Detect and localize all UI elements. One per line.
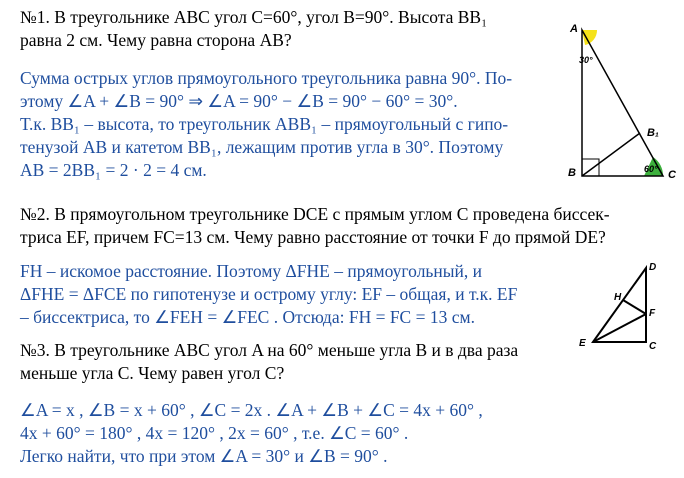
label-e: E (579, 338, 586, 349)
problem1-solution-line-2: этому ∠A + ∠B = 90° ⇒ ∠A = 90° − ∠B = 90° − 60° = 30°. (20, 91, 458, 111)
triangle-dce (593, 268, 646, 342)
problem3-solution-line-1: ∠A = x , ∠B = x + 60° , ∠C = 2x . ∠A + ∠B + ∠C = 4x + 60° , (20, 400, 483, 420)
problem1-line-1: №1. В треугольнике ABC угол C=60°, угол B=90°. Высота BB₁ (20, 7, 488, 27)
bisector-ef (593, 314, 646, 342)
problem2-solution-line-1: FH – искомое расстояние. Поэтому ΔFHE – прямоугольный, и (20, 261, 483, 281)
problem1-solution-line-5: AB = 2BB₁ = 2 · 2 = 4 см. (20, 160, 207, 180)
problem3-line-2: меньше угла C. Чему равен угол C? (20, 363, 285, 383)
problem2-line-2: триса EF, причем FC=13 см. Чему равно расстояние от точки F до прямой DE? (20, 227, 606, 247)
problem1-solution-line-1: Сумма острых углов прямоугольного треугольника равна 90°. По- (20, 68, 513, 88)
label-h: H (614, 292, 622, 303)
problem1-line-2: равна 2 см. Чему равна сторона AB? (20, 30, 292, 50)
triangle-dce-figure (573, 258, 668, 356)
triangle-abc (582, 30, 663, 176)
problem1-solution-line-3: Т.к. BB₁ – высота, то треугольник ABB₁ – прямоугольный с гипо- (20, 114, 509, 134)
label-f: F (649, 308, 656, 319)
label-d: D (649, 262, 657, 273)
problem3-solution-line-3: Легко найти, что при этом ∠A = 30° и ∠B = 90° . (20, 446, 388, 466)
label-a: A (570, 23, 578, 35)
angle-c-label: 60° (644, 164, 658, 174)
label-c2: C (649, 341, 657, 352)
problem2-line-1: №2. В прямоугольном треугольнике DCE с прямым углом C проведена биссек- (20, 204, 610, 224)
problem1-solution-line-4: тенузой AB и катетом BB₁, лежащим против угла в 30°. Поэтому (20, 137, 504, 157)
perpendicular-fh (623, 300, 646, 314)
label-b: B (568, 167, 576, 179)
height-bb1 (582, 133, 640, 176)
problem2-solution-line-3: – биссектриса, то ∠FEH = ∠FEC . Отсюда: FH = FC = 13 см. (20, 307, 475, 327)
problem3-solution-line-2: 4x + 60° = 180° , 4x = 120° , 2x = 60° , т.е. ∠C = 60° . (20, 423, 409, 443)
label-c: C (668, 169, 676, 181)
angle-a-label: 30° (579, 55, 593, 65)
triangle-abc-figure (560, 18, 680, 183)
problem2-solution-line-2: ΔFHE = ΔFCE по гипотенузе и острому углу: EF – общая, и т.к. EF (20, 284, 518, 304)
problem3-line-1: №3. В треугольнике ABC угол A на 60° меньше угла B и в два раза (20, 340, 519, 360)
label-b1: B₁ (647, 127, 659, 139)
